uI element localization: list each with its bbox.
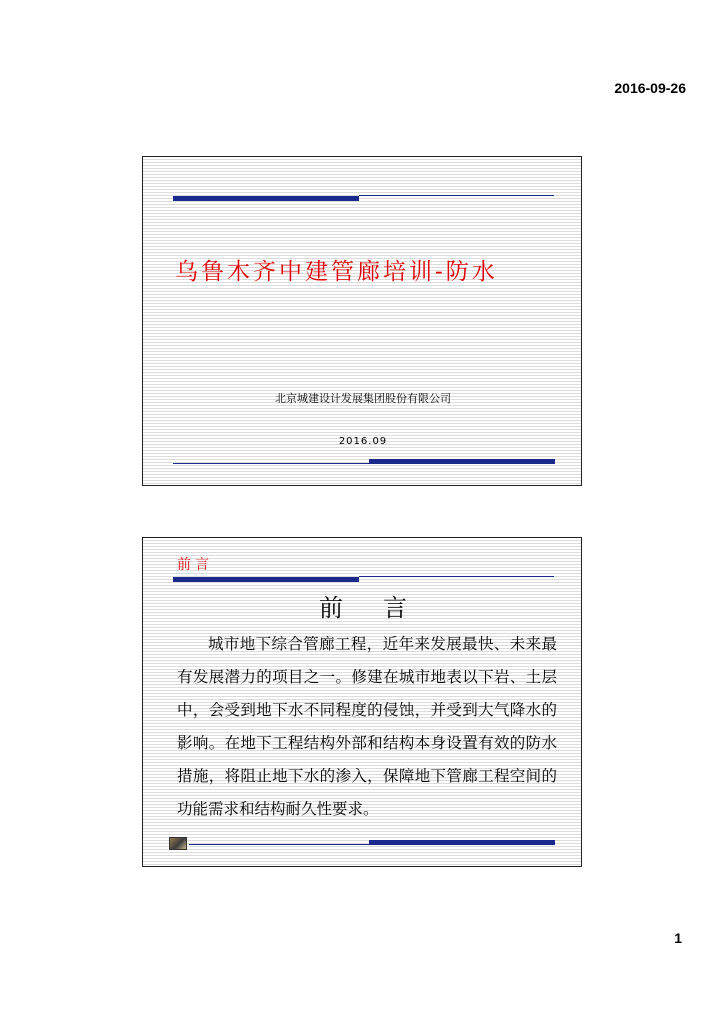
bottom-accent-line (173, 463, 369, 464)
slide-2 (142, 537, 582, 867)
bottom-accent-line (189, 844, 369, 845)
company-name: 北京城建设计发展集团股份有限公司 (275, 392, 451, 405)
top-accent-line (359, 576, 554, 577)
page-number: 1 (674, 930, 682, 946)
slide-thumbnail-icon (169, 837, 187, 850)
print-date: 2016-09-26 (614, 80, 686, 96)
section-label: 前言 (177, 557, 213, 573)
bottom-accent-bar (369, 840, 555, 845)
slide-date: 2016.09 (338, 436, 388, 447)
section-heading: 前言 (319, 594, 447, 622)
top-accent-line (359, 195, 554, 196)
top-accent-bar (173, 577, 359, 582)
top-accent-bar (173, 196, 359, 201)
bottom-accent-bar (369, 459, 555, 464)
slide-1 (142, 156, 582, 486)
slide-title: 乌鲁木齐中建管廊培训-防水 (175, 259, 498, 285)
body-paragraph: 城市地下综合管廊工程，近年来发展最快、未来最有发展潜力的项目之一。修建在城市地表以下岩、土层中，会受到地下水不同程度的侵蚀，并受到大气降水的影响。在地下工程结构外部和结构本身设置有效的防水措施，将阻止地下水的渗入，保障地下管廊工程空间的功能需求和结构耐久性要求。 (177, 635, 557, 818)
